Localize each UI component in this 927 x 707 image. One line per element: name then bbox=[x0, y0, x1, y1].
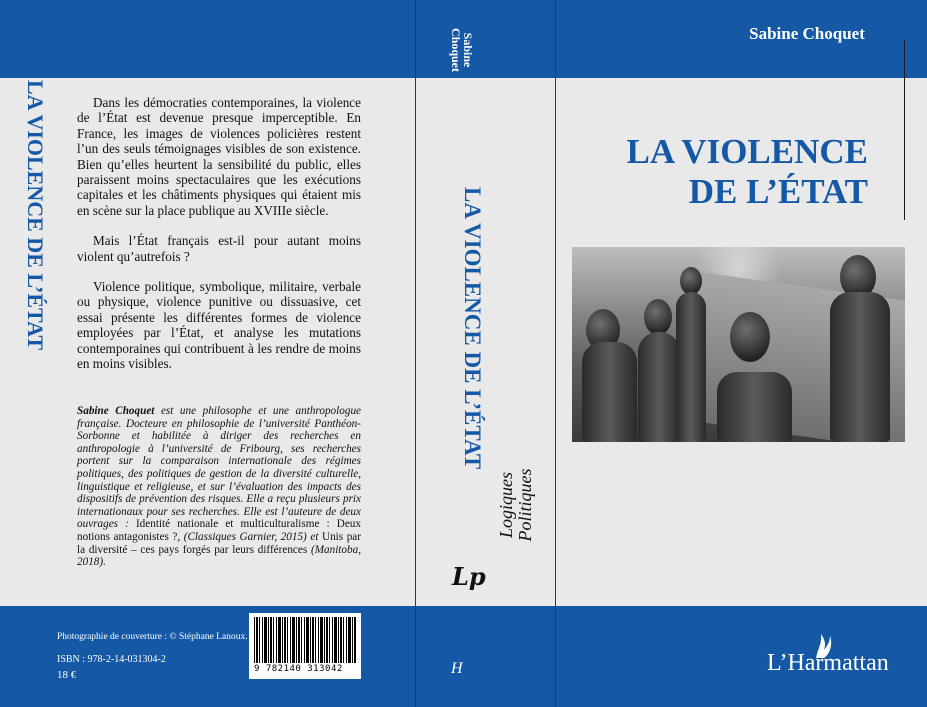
bio-author-name: Sabine Choquet bbox=[77, 405, 155, 417]
barcode-bars bbox=[254, 617, 356, 663]
author-bio: Sabine Choquet est une philosophe et une anthropologue française. Docteure en philosophie de l’université Panthéon-Sorbonne et habilitée à diriger des recherches en anthropologie à l’université de Fribourg, ses recherches portent sur la comparaison internationale des régimes politiques, des politiques de gestion de la diversité culturelle, linguistique et religieuse, et sur l’évaluation des impacts des dispositifs de prévention des risques. Elle a reçu plusieurs prix internationaux pour ses recherches. Elle est l’auteure de deux ouvrages : Identité nationale et multiculturalisme : Deux notions antagonistes ?, (Classiques Garnier, 2015) et Unis par la diversité – ces pays forgés par leurs différences (Manitoba, 2018). bbox=[77, 405, 362, 569]
barcode bbox=[249, 613, 361, 679]
collection-logo: Lp bbox=[452, 562, 486, 591]
blurb-paragraph-1: Dans les démocraties contemporaines, la violence de l’État est devenue presque imperceptible. En France, les images de violences policières restent l’un des seuls témoignages visibles de son existence. Bien qu’elles heurtent la sensibilité du public, elles paraissent moins spectaculaires que les exécutions capitales et les châtiments physiques qui étaient mis en scène sur la place publique au XVIIIe siècle. bbox=[77, 95, 361, 218]
spine-publisher-mark: H bbox=[451, 660, 463, 677]
price: 18 € bbox=[57, 669, 77, 681]
isbn: ISBN : 978-2-14-031304-2 bbox=[57, 654, 166, 665]
collection-name: Logiques Politiques bbox=[496, 468, 535, 542]
bio-book-1: Identité nationale et multiculturalisme : Deux notions antagonistes ? bbox=[77, 518, 361, 543]
back-vertical-title: LA VIOLENCE DE L’ÉTAT bbox=[23, 80, 48, 350]
bio-book-2: Unis par la diversité – ces pays forgés par leurs différences bbox=[77, 530, 361, 556]
spine-right-edge bbox=[555, 0, 556, 707]
publisher-logo: L’Harmattan bbox=[767, 650, 889, 676]
cover-photograph bbox=[572, 247, 905, 442]
barcode-digits: 9 782140 313042 bbox=[254, 664, 343, 674]
photo-credit: Photographie de couverture : © Stéphane Lanoux. bbox=[57, 632, 248, 642]
front-author: Sabine Choquet bbox=[749, 24, 865, 43]
blurb-paragraph-2: Mais l’État français est-il pour autant moins violent qu’autrefois ? bbox=[77, 233, 361, 264]
back-blurb bbox=[77, 95, 361, 387]
spine-left-edge bbox=[415, 0, 416, 707]
front-title: LA VIOLENCE DE L’ÉTAT bbox=[626, 132, 868, 211]
spine-title: LA VIOLENCE DE L’ÉTAT bbox=[460, 187, 485, 470]
blurb-paragraph-3: Violence politique, symbolique, militaire, verbale ou physique, violence punitive ou dissuasive, cet essai présente les différentes formes de violence employées par l’État, et analyse les mutations contemporaines qui contribuent à les rendre de moins en moins visibles. bbox=[77, 279, 361, 372]
decorative-rule bbox=[904, 40, 905, 220]
spine-author: Sabine Choquet bbox=[449, 27, 475, 72]
